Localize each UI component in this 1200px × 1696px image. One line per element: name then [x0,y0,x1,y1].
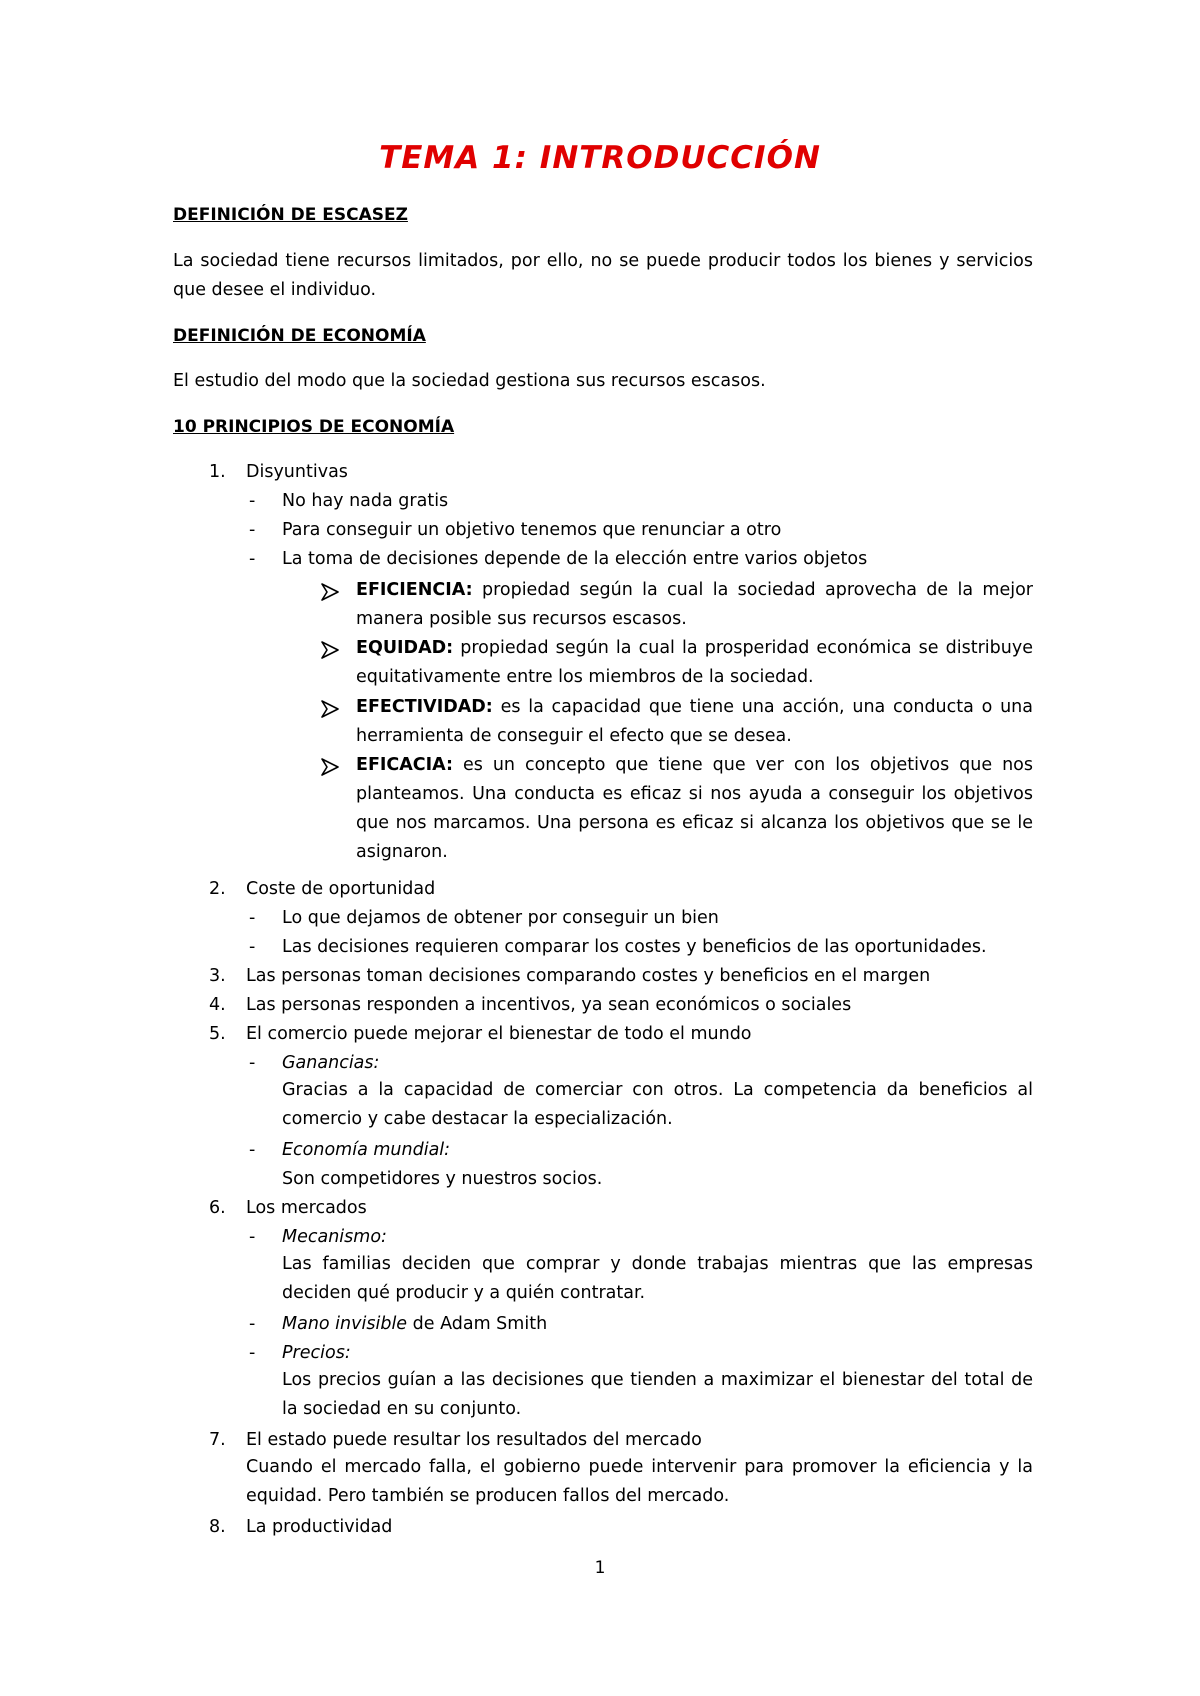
item-number: 1. [209,462,226,482]
item-number: 5. [209,1024,226,1044]
dash-bullet: - [249,491,256,511]
item-text: La productividad [246,1517,393,1537]
sub-label: Precios: [282,1343,351,1363]
dash-item: Lo que dejamos de obtener por conseguir un bien [282,908,719,928]
item-number: 2. [209,879,226,899]
sub-label: Mecanismo: [282,1227,387,1247]
item-text: Coste de oportunidad [246,879,436,899]
dash-bullet: - [249,1140,256,1160]
term-eficacia: EFICACIA: [356,755,454,775]
definition-equidad: propiedad según la cual la prosperidad económica se distribuye equitativamente entre los miembros de la sociedad. [356,638,1033,687]
item-text: El comercio puede mejorar el bienestar de todo el mundo [246,1024,752,1044]
item-text: Las personas toman decisiones comparando costes y beneficios en el margen [246,966,931,986]
dash-bullet: - [249,908,256,928]
arrowhead-bullet-icon [321,583,339,601]
item-number: 8. [209,1517,226,1537]
dash-item: Las decisiones requieren comparar los costes y beneficios de las oportunidades. [282,937,987,957]
sub-label: Mano invisible [282,1314,408,1334]
sub-body: Los precios guían a las decisiones que tienden a maximizar el bienestar del total de la sociedad en su conjunto. [282,1370,1033,1419]
definition-eficacia: es un concepto que tiene que ver con los objetivos que nos planteamos. Una conducta es eficaz si nos ayuda a conseguir los objetivos que nos marcamos. Una persona es eficaz si alcanza los objetivos que se le asignaron. [356,755,1033,862]
arrowhead-bullet-icon [321,700,339,718]
economia-body: El estudio del modo que la sociedad gestiona sus recursos escasos. [173,371,766,391]
item-number: 3. [209,966,226,986]
definition-efectividad: es la capacidad que tiene una acción, una conducta o una herramienta de conseguir el efecto que se desea. [356,697,1033,746]
dash-bullet: - [249,1314,256,1334]
document-title: TEMA 1: INTRODUCCIÓN [379,140,821,176]
sub-body: Gracias a la capacidad de comerciar con otros. La competencia da beneficios al comercio y cabe destacar la especialización. [282,1080,1033,1129]
dash-bullet: - [249,937,256,957]
arrow-item-eficiencia [356,576,1033,634]
sub-body: Son competidores y nuestros socios. [282,1169,603,1189]
item-body: Cuando el mercado falla, el gobierno puede intervenir para promover la eficiencia y la equidad. Pero también se producen fallos del mercado. [246,1457,1033,1506]
dash-bullet: - [249,549,256,569]
dash-item: La toma de decisiones depende de la elección entre varios objetos [282,549,868,569]
item-text: Los mercados [246,1198,367,1218]
item-text: El estado puede resultar los resultados del mercado [246,1430,702,1450]
sub-label: Economía mundial: [282,1140,451,1160]
term-equidad: EQUIDAD: [356,638,454,658]
heading-escasez: DEFINICIÓN DE ESCASEZ [173,205,408,225]
arrowhead-bullet-icon [321,641,339,659]
dash-bullet: - [249,1053,256,1073]
item-number: 7. [209,1430,226,1450]
dash-bullet: - [249,1227,256,1247]
escasez-body: La sociedad tiene recursos limitados, por ello, no se puede producir todos los bienes y servicios que desee el individuo. [173,251,1033,300]
dash-item: No hay nada gratis [282,491,449,511]
heading-principios: 10 PRINCIPIOS DE ECONOMÍA [173,417,455,437]
item-number: 6. [209,1198,226,1218]
term-eficiencia: EFICIENCIA: [356,580,473,600]
term-efectividad: EFECTIVIDAD: [356,697,493,717]
arrow-item-eficacia [356,751,1033,867]
page-number: 1 [594,1558,606,1578]
sub-tail: de Adam Smith [407,1314,548,1334]
definition-eficiencia: propiedad según la cual la sociedad aprovecha de la mejor manera posible sus recursos escasos. [356,580,1033,629]
sub-body: Las familias deciden que comprar y donde trabajas mientras que las empresas deciden qué producir y a quién contratar. [282,1254,1033,1303]
item-number: 4. [209,995,226,1015]
dash-item: Para conseguir un objetivo tenemos que renunciar a otro [282,520,782,540]
sub-label: Ganancias: [282,1053,380,1073]
dash-bullet: - [249,1343,256,1363]
sub-line [282,1312,547,1336]
dash-bullet: - [249,520,256,540]
arrow-item-efectividad [356,693,1033,751]
item-text: Disyuntivas [246,462,348,482]
arrow-item-equidad [356,634,1033,692]
arrowhead-bullet-icon [321,758,339,776]
item-text: Las personas responden a incentivos, ya sean económicos o sociales [246,995,852,1015]
heading-economia: DEFINICIÓN DE ECONOMÍA [173,326,426,346]
